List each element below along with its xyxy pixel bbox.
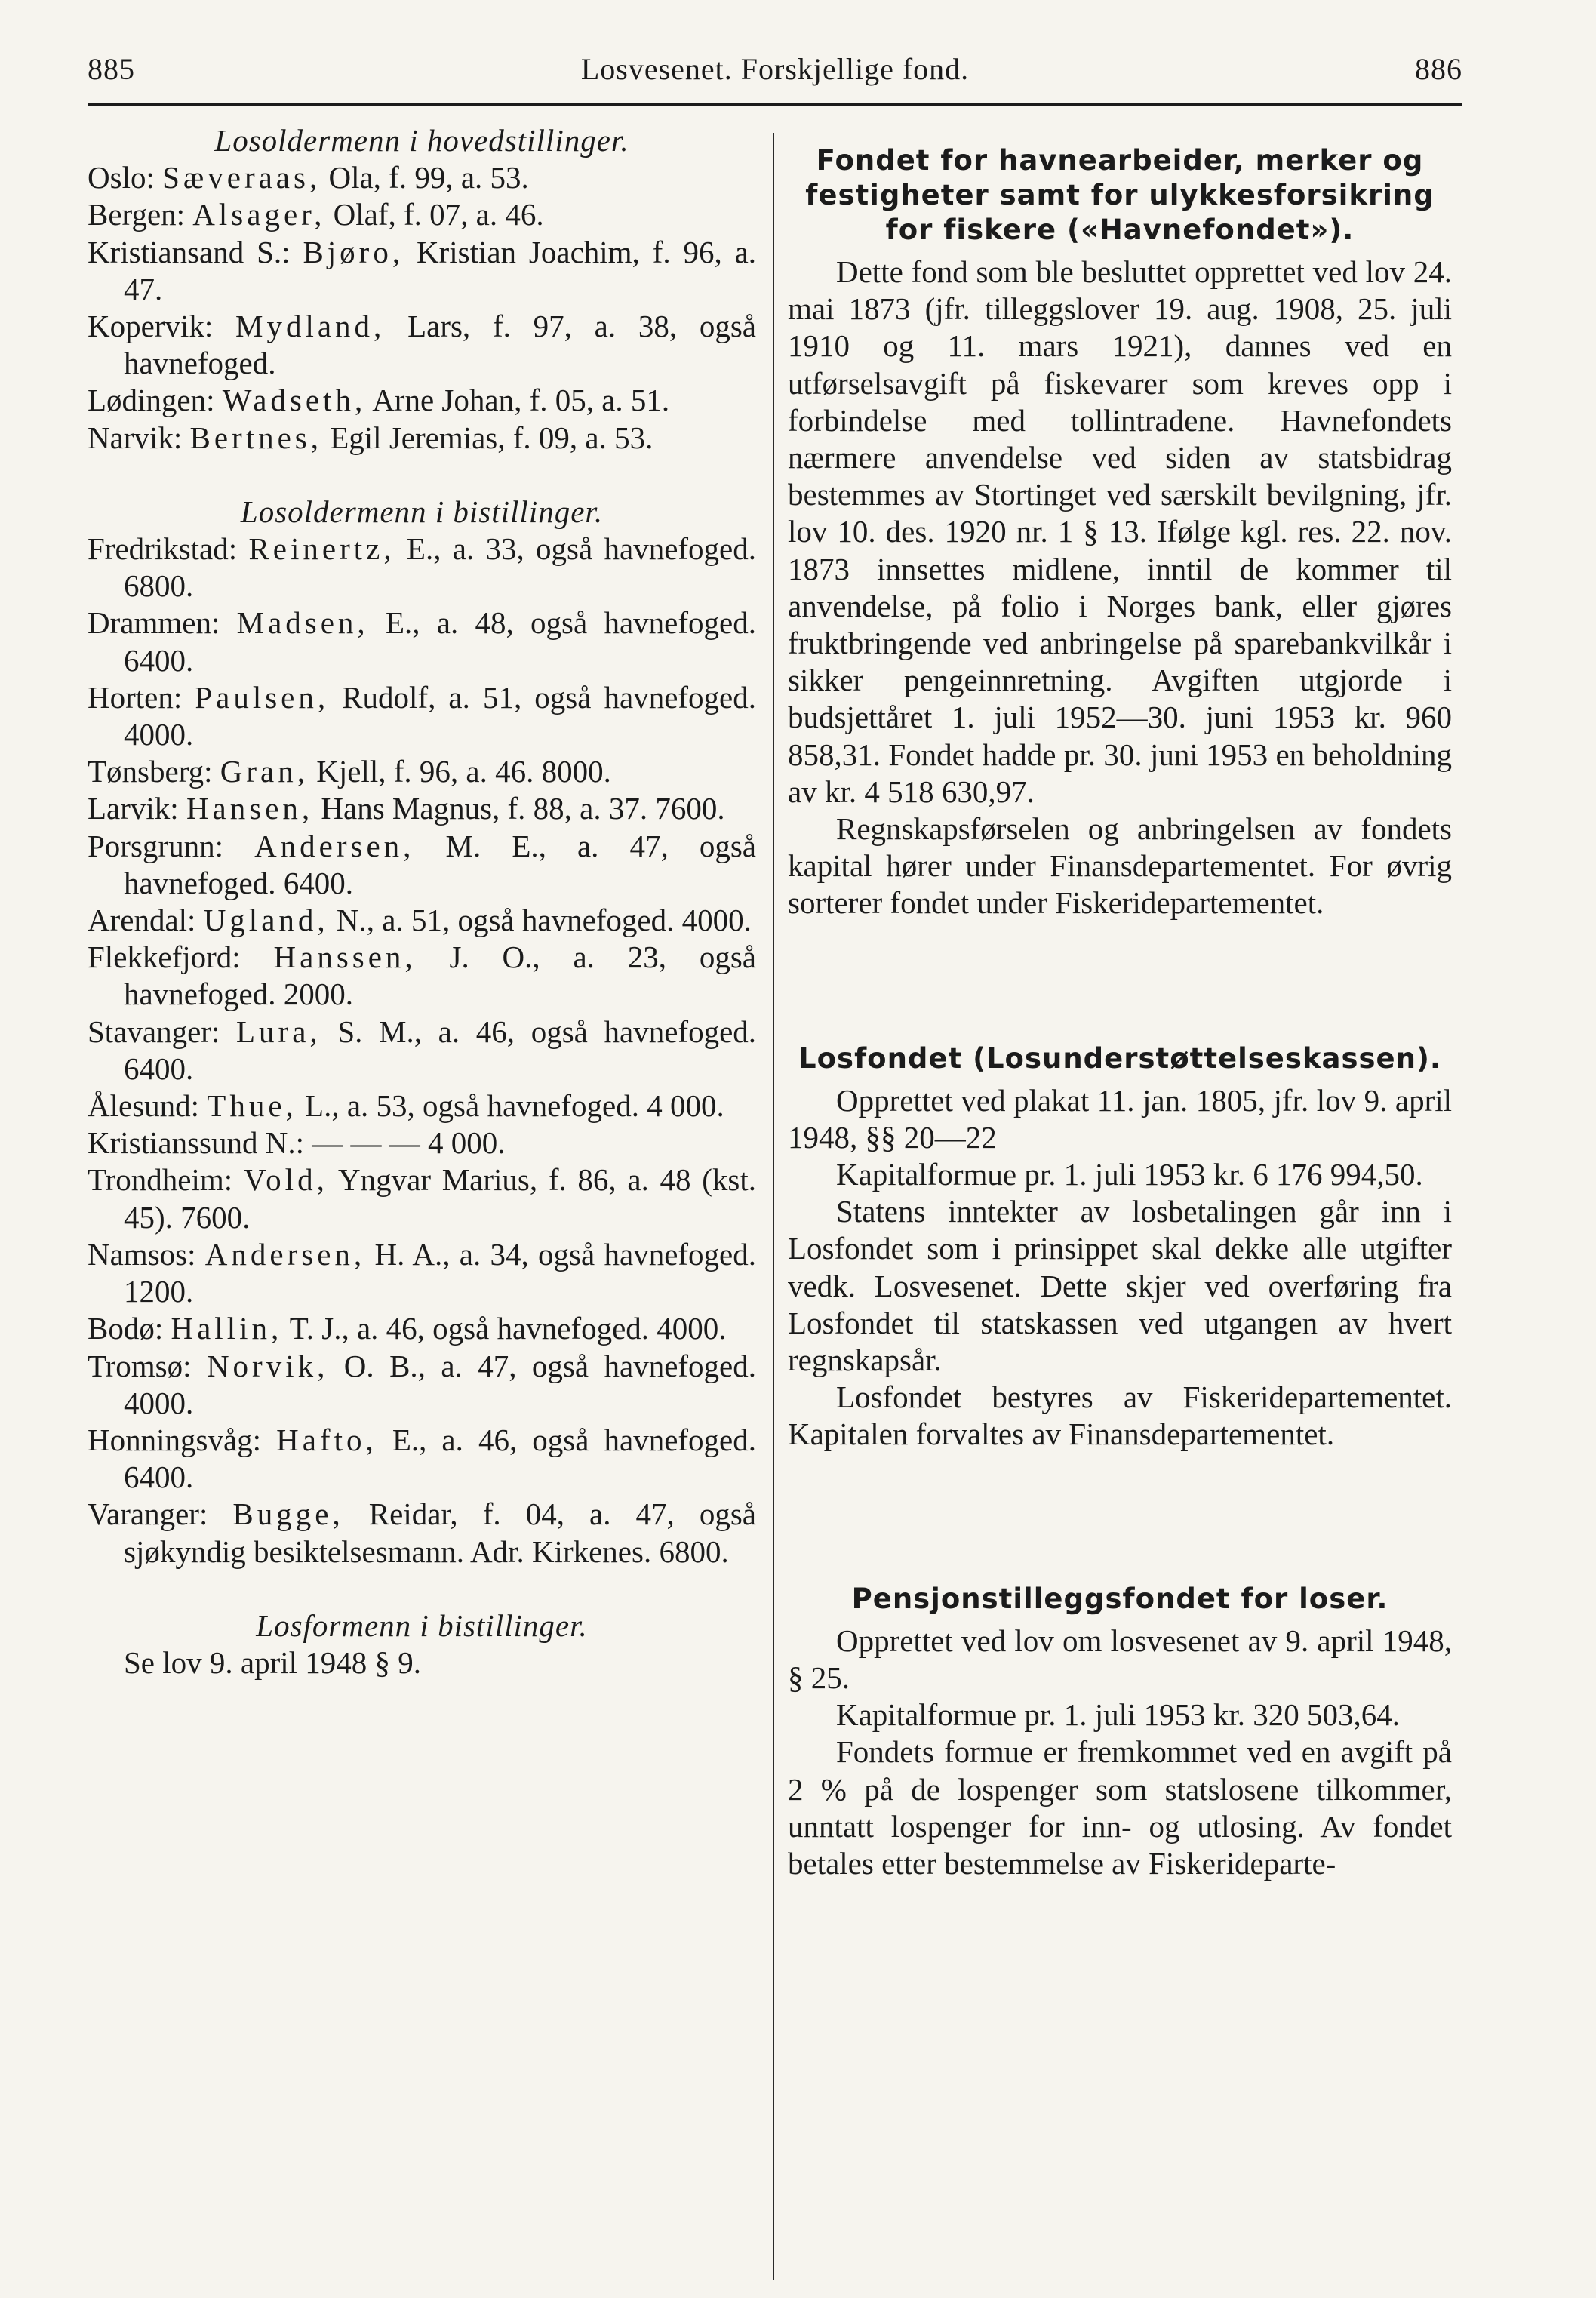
list-item: Oslo: Sæveraas, Ola, f. 99, a. 53. bbox=[88, 160, 529, 195]
list-item: Stavanger: Lura, S. M., a. 46, også havnefoged. 6400. bbox=[88, 1014, 757, 1086]
list-item: Kristianssund N.: — — — 4 000. bbox=[88, 1125, 506, 1161]
left-column bbox=[88, 122, 756, 1681]
list-item: Lødingen: Wadseth, Arne Johan, f. 05, a. 51. bbox=[88, 383, 670, 418]
paragraph: Kapitalformue pr. 1. juli 1953 kr. 320 503,64. bbox=[836, 1697, 1401, 1733]
section-heading-hovedstillinger: Losoldermenn i hovedstillinger. bbox=[214, 123, 629, 158]
page-header bbox=[88, 51, 1462, 97]
fund-title-losfondet: Losfondet (Losunderstøttelseskassen). bbox=[798, 1041, 1441, 1075]
list-item: Kopervik: Mydland, Lars, f. 97, a. 38, også havnefoged. bbox=[88, 309, 757, 381]
header-rule bbox=[88, 103, 1462, 106]
right-column bbox=[788, 122, 1452, 1882]
list-item: Trondheim: Vold, Yngvar Marius, f. 86, a. 48 (kst. 45). 7600. bbox=[88, 1162, 757, 1235]
list-item: Bodø: Hallin, T. J., a. 46, også havnefoged. 4000. bbox=[88, 1311, 727, 1346]
section-heading-losformenn: Losformenn i bistillinger. bbox=[256, 1607, 588, 1643]
page-number-right: 886 bbox=[1415, 52, 1462, 86]
paragraph: Fondets formue er fremkommet ved en avgift på 2 % på de lospenger som statslosene tilkommer, unntatt lospenger for inn- og utlosing. Av fondet betales etter bestemmelse av Fiskerideparte- bbox=[788, 1734, 1452, 1881]
fund-title-pensjonstillegg: Pensjonstilleggsfondet for loser. bbox=[851, 1582, 1388, 1615]
paragraph: Regnskapsførselen og anbringelsen av fondets kapital hører under Finansdepartementet. For øvrig sorterer fondet under Fiskeridepartementet. bbox=[788, 811, 1452, 921]
list-item: Porsgrunn: Andersen, M. E., a. 47, også havnefoged. 6400. bbox=[88, 828, 756, 900]
paragraph: Dette fond som ble besluttet opprettet ved lov 24. mai 1873 (jfr. tilleggslover 19. aug. 1908, 25. juli 1910 og 11. mars 1921), dannes ved en utførselsavgift på fiskevarer som kreves opp i forbindelse med tollintradene. Havnefondets nærmere anvendelse ved siden av statsbidrag bestemmes av Stortinget ved særskilt bevilgning, jfr. lov 10. des. 1920 nr. 1 § 13. Ifølge kgl. res. 22. nov. 1873 innsettes midlene, inntil de kommer til anvendelse, på folio i Norges bank, eller gjøres fruktbringende ved anbringelse på sparebankvilkår i sikker pengeinnretning. Avgiften utgjorde i budsjettåret 1. juli 1952—30. juni 1953 kr. 960 858,31. Fondet hadde pr. 30. juni 1953 en beholdning av kr. 4 518 630,97. bbox=[788, 254, 1452, 809]
running-title: Losvesenet. Forskjellige fond. bbox=[580, 52, 970, 86]
list-item: Tønsberg: Gran, Kjell, f. 96, a. 46. 8000. bbox=[88, 754, 611, 789]
list-item: Larvik: Hansen, Hans Magnus, f. 88, a. 37. 7600. bbox=[88, 791, 725, 826]
list-item: Honningsvåg: Hafto, E., a. 46, også havnefoged. 6400. bbox=[88, 1422, 756, 1495]
list-item: Narvik: Bertnes, Egil Jeremias, f. 09, a. 53. bbox=[88, 420, 653, 455]
list-item: Drammen: Madsen, E., a. 48, også havnefoged. 6400. bbox=[88, 605, 756, 678]
list-item: Flekkefjord: Hanssen, J. O., a. 23, også havnefoged. 2000. bbox=[88, 940, 756, 1012]
list-item: Ålesund: Thue, L., a. 53, også havnefoged. 4 000. bbox=[88, 1088, 724, 1124]
list-item: Arendal: Ugland, N., a. 51, også havnefoged. 4000. bbox=[88, 903, 752, 938]
list-item: Varanger: Bugge, Reidar, f. 04, a. 47, også sjøkyndig besiktelsesmann. Adr. Kirkenes. 6800. bbox=[88, 1497, 756, 1569]
list-item: Horten: Paulsen, Rudolf, a. 51, også havnefoged. 4000. bbox=[88, 679, 756, 752]
paragraph: Kapitalformue pr. 1. juli 1953 kr. 6 176 994,50. bbox=[836, 1157, 1423, 1192]
section-heading-bistillinger: Losoldermenn i bistillinger. bbox=[240, 494, 604, 529]
list-item: Namsos: Andersen, H. A., a. 34, også havnefoged. 1200. bbox=[88, 1236, 756, 1309]
paragraph: Opprettet ved lov om losvesenet av 9. april 1948, § 25. bbox=[788, 1623, 1452, 1695]
paragraph: Opprettet ved plakat 11. jan. 1805, jfr. lov 9. april 1948, §§ 20—22 bbox=[788, 1082, 1452, 1155]
paragraph: Losfondet bestyres av Fiskeridepartementet. Kapitalen forvaltes av Finansdepartementet. bbox=[788, 1380, 1452, 1452]
paragraph: Statens inntekter av losbetalingen går inn i Losfondet som i prinsippet skal dekke alle utgifter vedk. Losvesenet. Dette skjer ved overføring fra Losfondet til statskassen ved utgangen av hvert regnskapsår. bbox=[788, 1194, 1452, 1378]
page-number-left: 885 bbox=[88, 52, 135, 86]
fund-title-havnefondet: Fondet for havnearbeider, merker og festigheter samt for ulykkesforsikring for fiskere («Havnefondet»). bbox=[805, 144, 1435, 246]
list-item: Bergen: Alsager, Olaf, f. 07, a. 46. bbox=[88, 197, 544, 232]
column-divider bbox=[773, 133, 774, 2280]
section-text: Se lov 9. april 1948 § 9. bbox=[124, 1644, 422, 1680]
list-item: Kristiansand S.: Bjøro, Kristian Joachim, f. 96, a. 47. bbox=[88, 234, 757, 306]
list-item: Tromsø: Norvik, O. B., a. 47, også havnefoged. 4000. bbox=[88, 1348, 756, 1420]
list-item: Fredrikstad: Reinertz, E., a. 33, også havnefoged. 6800. bbox=[88, 531, 757, 604]
